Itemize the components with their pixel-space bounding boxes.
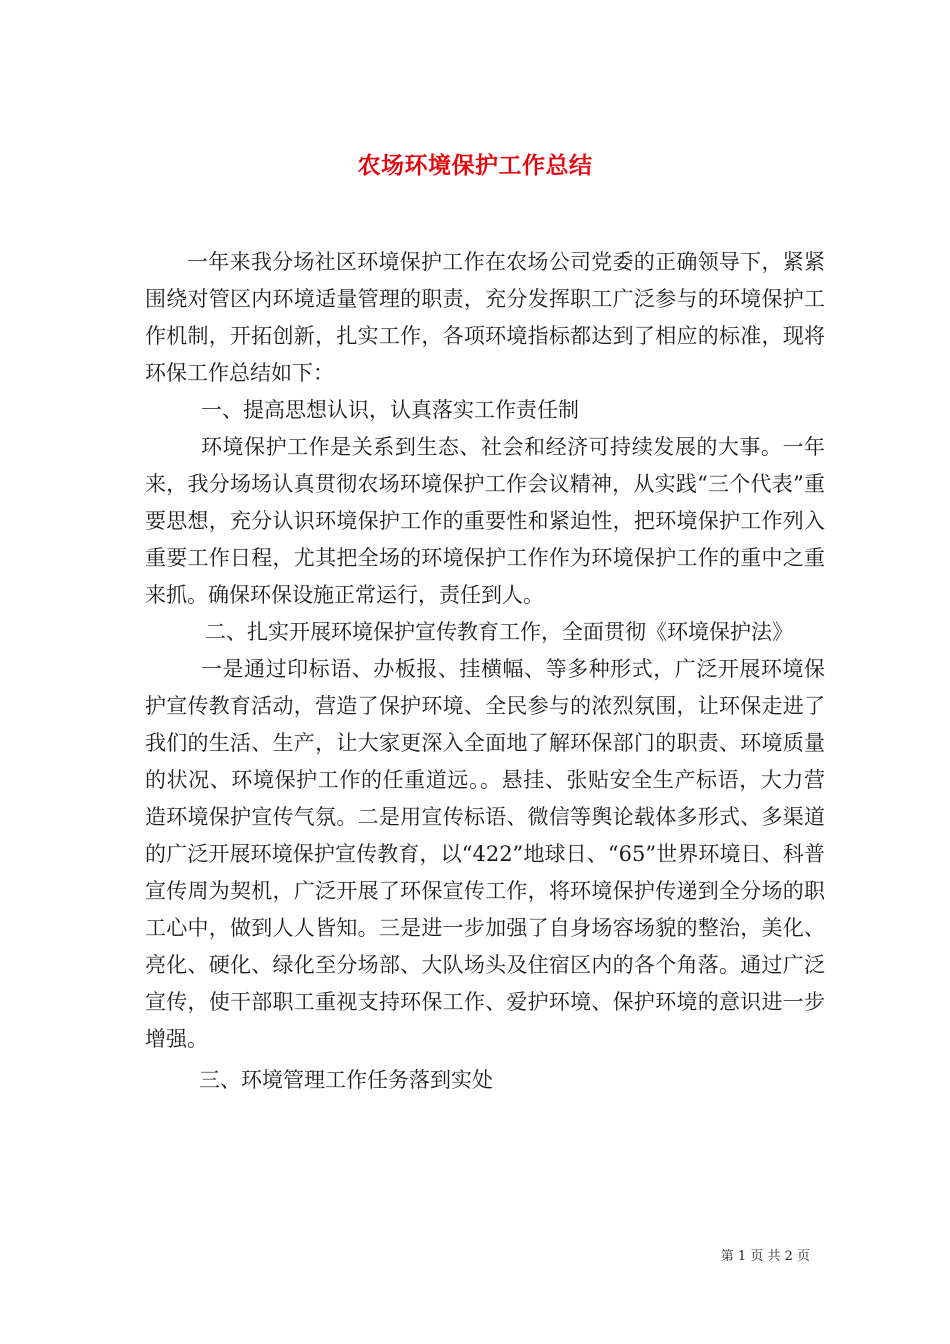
intro-paragraph: 一年来我分场社区环境保护工作在农场公司党委的正确领导下，紧紧围绕对管区内环境适量管理的职责，充分发挥职工广泛参与的环境保护工作机制，开拓创新，扎实工作，各项环境指标都达到了相应的标准，现将环保工作总结如下： <box>145 250 825 385</box>
page-number-footer: 第 1 页 共 2 页 <box>720 1249 810 1264</box>
section-body-2: 一是通过印标语、办板报、挂横幅、等多种形式，广泛开展环境保护宣传教育活动，营造了保护环境、全民参与的浓烈氛围，让环保走进了我们的生活、生产，让大家更深入全面地了解环保部门的职责、环境质量的状况、环境保护工作的任重道远。。悬挂、张贴安全生产标语，大力营造环境保护宣传气氛。二是用宣传标语、微信等舆论载体多形式、多渠道的广泛开展环境保护宣传教育，以“422”地球日、“65”世界环境日、科普宣传周为契机，广泛开展了环保宣传工作，将环境保护传递到全分场的职工心中，做到人人皆知。三是进一步加强了自身场容场貌的整治，美化、亮化、硬化、绿化至分场部、大队场头及住宿区内的各个角落。通过广泛宣传，使干部职工重视支持环保工作、爱护环境、保护环境的意识进一步增强。 <box>145 657 825 1051</box>
document-body <box>145 244 825 1099</box>
section-heading-3: 三、环境管理工作任务落到实处 <box>199 1068 493 1092</box>
section-body-1: 环境保护工作是关系到生态、社会和经济可持续发展的大事。一年来，我分场场认真贯彻农场环境保护工作会议精神，从实践“三个代表”重要思想，充分认识环境保护工作的重要性和紧迫性，把环境保护工作列入重要工作日程，尤其把全场的环境保护工作作为环境保护工作的重中之重来抓。确保环保设施正常运行，责任到人。 <box>145 435 825 607</box>
section-heading-2: 二、扎实开展环境保护宣传教育工作，全面贯彻《环境保护法》 <box>205 620 793 644</box>
document-title: 农场环境保护工作总结 <box>357 152 593 180</box>
section-heading-1: 一、提高思想认识，认真落实工作责任制 <box>201 398 579 422</box>
